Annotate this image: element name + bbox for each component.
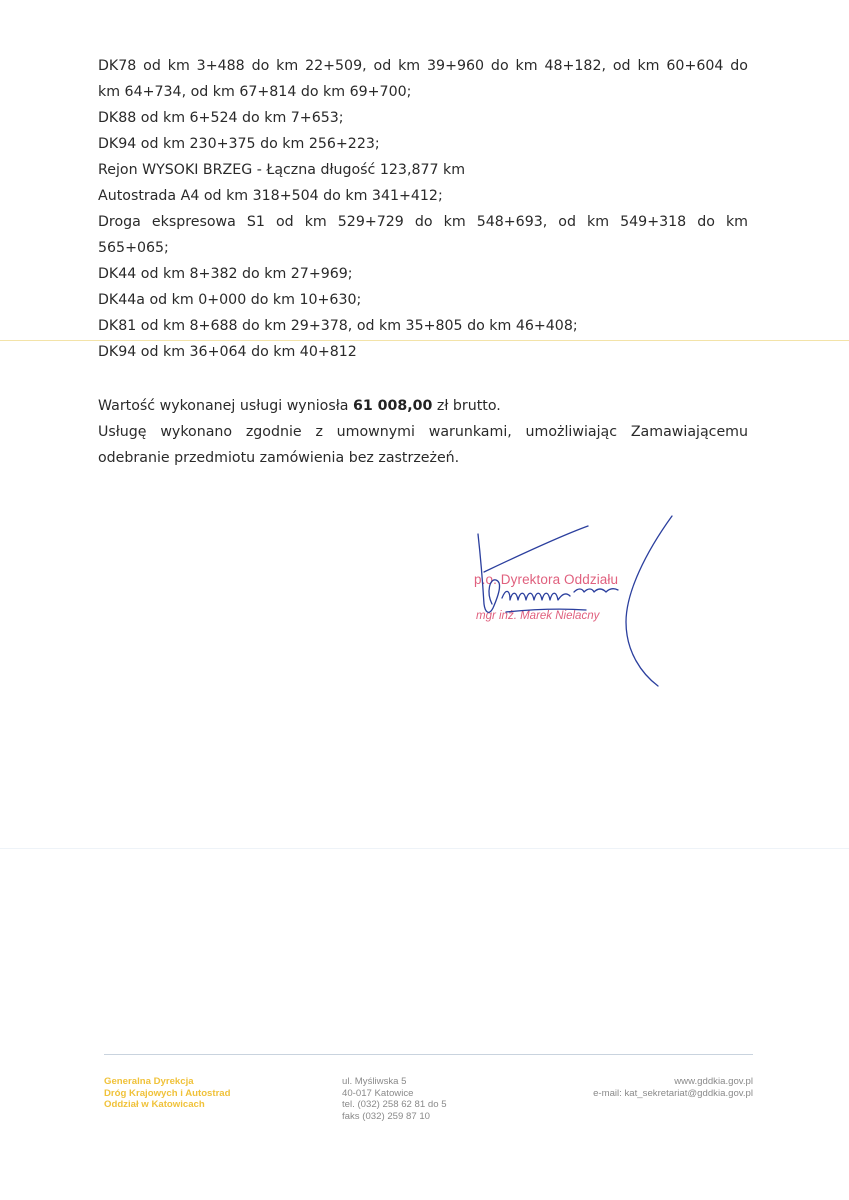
handwritten-signature [466, 512, 686, 692]
stamp-name: mgr inż. Marek Nielacny [476, 610, 600, 622]
list-item: 565+065; [98, 240, 169, 256]
scan-artifact-line [0, 848, 849, 849]
address-line: faks (032) 259 87 10 [342, 1110, 431, 1122]
website-link[interactable]: www.gddkia.gov.pl [674, 1076, 753, 1087]
list-item: Droga ekspresowa S1 od km 529+729 do km 548+693, od km 549+318 do km [98, 214, 748, 230]
footer-divider [104, 1054, 753, 1055]
list-item: DK44a od km 0+000 do km 10+630; [98, 292, 362, 308]
org-line: Oddział w Katowicach [104, 1099, 205, 1111]
list-item: DK81 od km 8+688 do km 29+378, od km 35+805 do km 46+408; [98, 318, 578, 334]
completion-statement: odebranie przedmiotu zamówienia bez zastrzeżeń. [98, 450, 460, 466]
region-heading: Rejon WYSOKI BRZEG - Łączna długość 123,877 km [98, 162, 466, 178]
footer-contact [593, 1076, 753, 1099]
service-value-line [98, 396, 748, 416]
completion-statement: Usługę wykonano zgodnie z umownymi warunkami, umożliwiając Zamawiającemu [98, 424, 748, 440]
list-item: DK94 od km 230+375 do km 256+223; [98, 136, 380, 152]
value-amount: 61 008,00 [352, 398, 433, 414]
org-line: Generalna Dyrekcja [104, 1076, 194, 1087]
footer-organization [104, 1076, 231, 1111]
list-item: DK78 od km 3+488 do km 22+509, od km 39+960 do km 48+182, od km 60+604 do [98, 58, 748, 74]
address-line: ul. Myśliwska 5 [342, 1076, 407, 1087]
stamp-title: p.o. Dyrektora Oddziału [474, 572, 619, 587]
list-item: DK94 od km 36+064 do km 40+812 [98, 344, 357, 360]
address-line: tel. (032) 258 62 81 do 5 [342, 1099, 447, 1111]
signature-stamp [466, 512, 686, 692]
footer-address [342, 1076, 447, 1122]
email-link[interactable]: e-mail: kat_sekretariat@gddkia.gov.pl [593, 1087, 753, 1099]
address-line: 40-017 Katowice [342, 1087, 414, 1099]
list-item: DK44 od km 8+382 do km 27+969; [98, 266, 353, 282]
list-item: Autostrada A4 od km 318+504 do km 341+412; [98, 188, 443, 204]
value-prefix: Wartość wykonanej usługi wyniosła [98, 398, 353, 414]
value-suffix: zł brutto. [432, 398, 501, 414]
list-item: km 64+734, od km 67+814 do km 69+700; [98, 84, 412, 100]
scan-artifact-line [0, 340, 849, 341]
org-line: Dróg Krajowych i Autostrad [104, 1087, 231, 1099]
list-item: DK88 od km 6+524 do km 7+653; [98, 110, 344, 126]
